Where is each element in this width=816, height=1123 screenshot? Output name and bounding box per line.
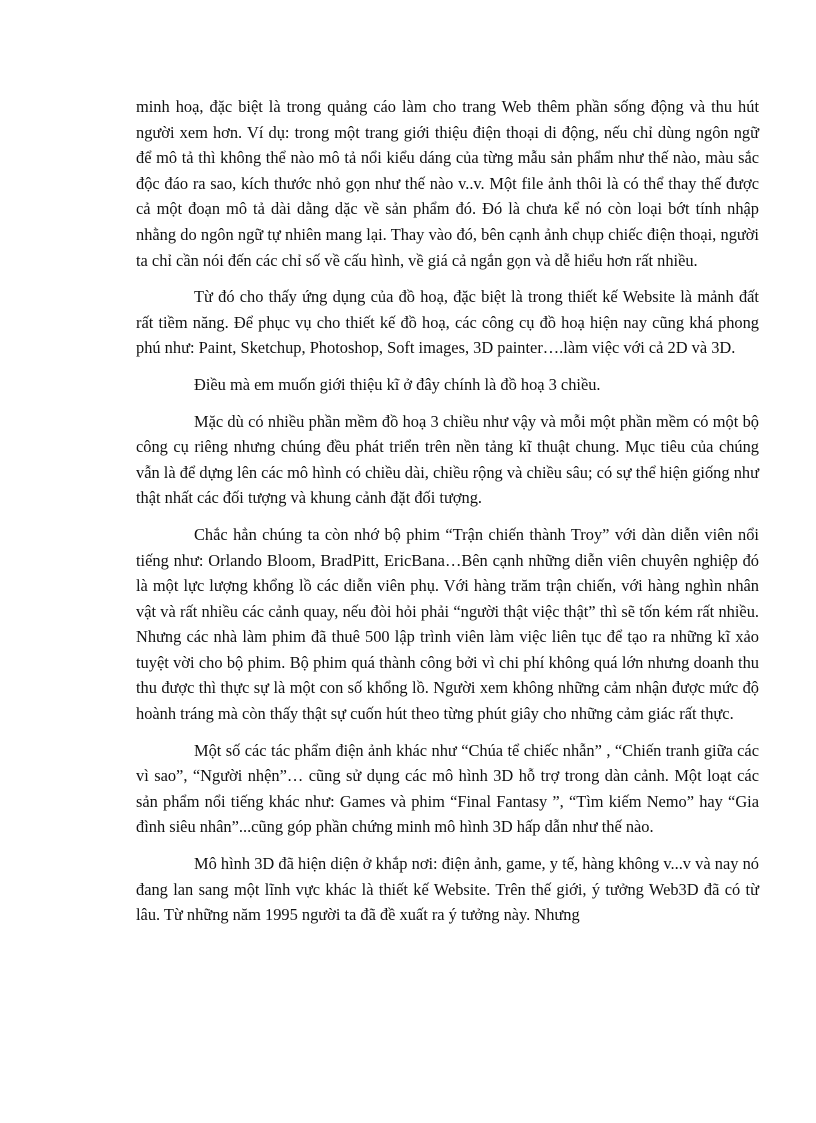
- document-body: [136, 94, 759, 939]
- paragraph-3: Điều mà em muốn giới thiệu kĩ ở đây chính là đồ hoạ 3 chiều.: [194, 374, 601, 394]
- paragraph-5: Chắc hẳn chúng ta còn nhớ bộ phim “Trận chiến thành Troy” với dàn diễn viên nổi tiếng như: Orlando Bloom, BradPitt, EricBana…Bên cạnh những diễn viên chuyên nghiệp đó là một lực lượng khổng lồ các diễn viên phụ. Với hàng trăm trận chiến, với hàng nghìn nhân vật và rất nhiều các cảnh quay, nếu đòi hỏi phải “người thật việc thật” thì sẽ tốn kém rất nhiều. Nhưng các nhà làm phim đã thuê 500 lập trình viên làm việc liên tục để tạo ra những kĩ xảo tuyệt vời cho bộ phim. Bộ phim quá thành công bởi vì chi phí không quá lớn nhưng doanh thu thu được thì thực sự là một con số khổng lồ. Người xem không những cảm nhận được mức độ hoành tráng mà còn thấy thật sự cuốn hút theo từng phút giây cho những cảm giác rất thực.: [136, 524, 759, 724]
- paragraph-1: minh hoạ, đặc biệt là trong quảng cáo làm cho trang Web thêm phần sống động và thu hút người xem hơn. Ví dụ: trong một trang giới thiệu điện thoại di động, nếu chỉ dùng ngôn ngữ để mô tả thì không thể nào mô tả nổi kiểu dáng của từng mẫu sản phẩm như thế nào, màu sắc độc đáo ra sao, kích thước nhỏ gọn như thế nào v..v. Một file ảnh thôi là có thể thay thế được cả một đoạn mô tả dài dằng dặc về sản phẩm đó. Đó là chưa kể nó còn loại bớt tính nhập nhằng do ngôn ngữ tự nhiên mang lại. Thay vào đó, bên cạnh ảnh chụp chiếc điện thoại, người ta chỉ cần nói đến các chỉ số về cấu hình, về giá cả ngắn gọn và dễ hiểu hơn rất nhiều.: [136, 97, 759, 270]
- paragraph-6: Một số các tác phẩm điện ảnh khác như “Chúa tể chiếc nhẫn” , “Chiến tranh giữa các vì sao”, “Người nhện”… cũng sử dụng các mô hình 3D hỗ trợ trong dàn cảnh. Một loạt các sản phẩm nổi tiếng khác như: Games và phim “Final Fantasy ”, “Tìm kiếm Nemo” hay “Gia đình siêu nhân”...cũng góp phần chứng minh mô hình 3D hấp dẫn như thế nào.: [136, 740, 759, 837]
- paragraph-2: Từ đó cho thấy ứng dụng của đồ hoạ, đặc biệt là trong thiết kế Website là mảnh đất rất tiềm năng. Để phục vụ cho thiết kế đồ hoạ, các công cụ đồ hoạ hiện nay cũng khá phong phú như: Paint, Sketchup, Photoshop, Soft images, 3D painter….làm việc với cả 2D và 3D.: [136, 287, 759, 358]
- paragraph-4: Mặc dù có nhiều phần mềm đồ hoạ 3 chiều như vậy và mỗi một phần mềm có một bộ công cụ riêng nhưng chúng đều phát triển trên nền tảng kĩ thuật chung. Mục tiêu của chúng vẫn là để dựng lên các mô hình có chiều dài, chiều rộng và chiều sâu; có sự thể hiện giống như thật nhất các đối tượng và khung cảnh đặt đối tượng.: [136, 411, 759, 508]
- paragraph-7: Mô hình 3D đã hiện diện ở khắp nơi: điện ảnh, game, y tế, hàng không v...v và nay nó đang lan sang một lĩnh vực khác là thiết kế Website. Trên thế giới, ý tưởng Web3D đã có từ lâu. Từ những năm 1995 người ta đã đề xuất ra ý tưởng này. Nhưng: [136, 854, 759, 925]
